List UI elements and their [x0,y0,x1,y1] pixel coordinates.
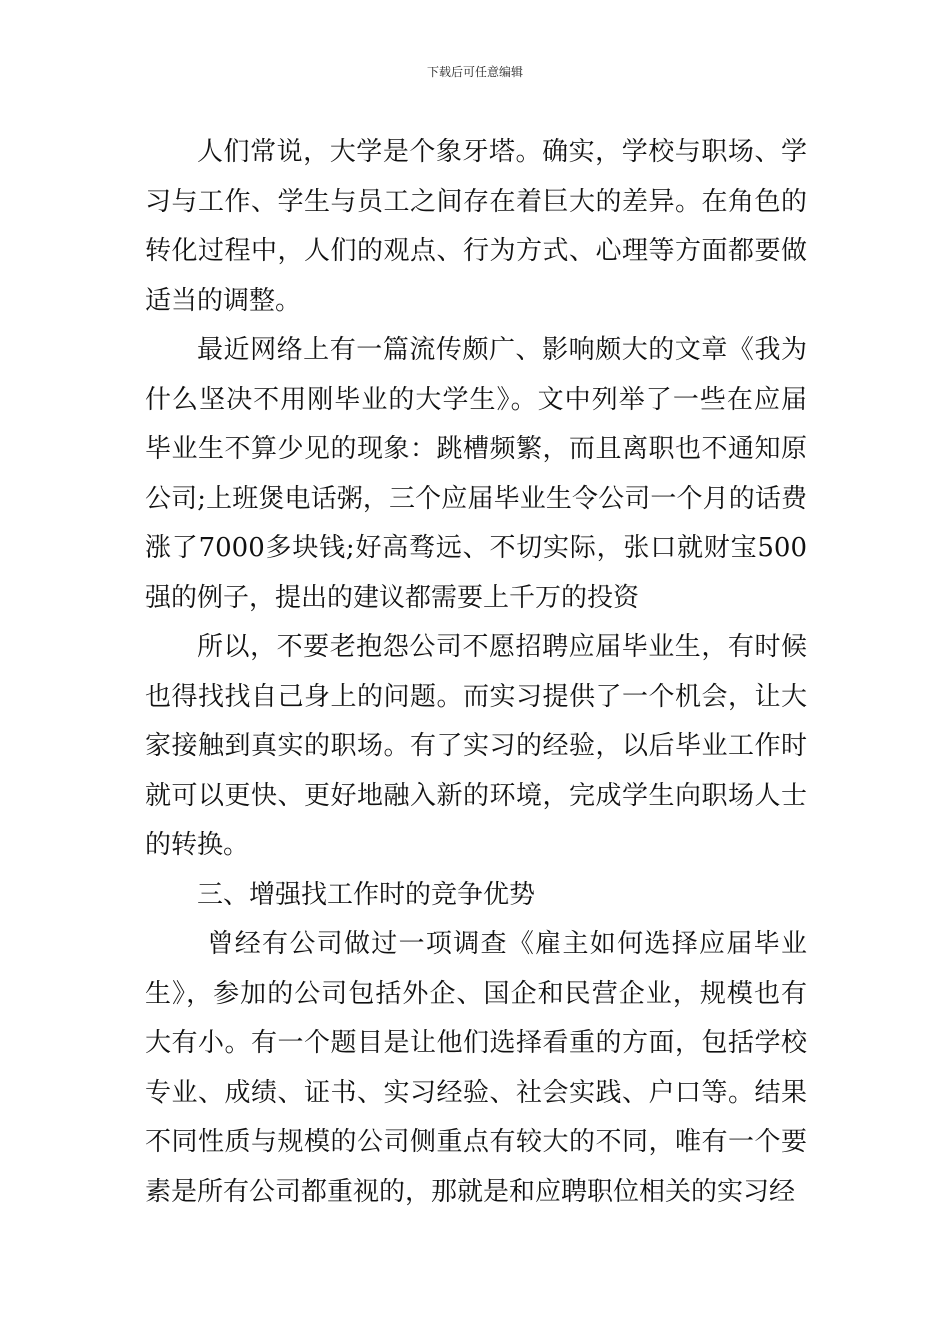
section-heading: 三、增强找工作时的竞争优势 [197,879,536,910]
document-body [145,128,807,1217]
paragraph-survey: 曾经有公司做过一项调查《雇主如何选择应届毕业生》，参加的公司包括外企、国企和民营企业，规模也有大有小。有一个题目是让他们选择看重的方面，包括学校专业、成绩、证书、实习经验、社会实践、户口等。结果不同性质与规模的公司侧重点有较大的不同，唯有一个要素是所有公司都重视的，那就是和应聘职位相关的实习经 [145,929,807,1207]
paragraph-intro: 人们常说，大学是个象牙塔。确实，学校与职场、学习与工作、学生与员工之间存在着巨大的差异。在角色的转化过程中，人们的观点、行为方式、心理等方面都要做适当的调整。 [145,137,807,316]
paragraph-conclusion: 所以，不要老抱怨公司不愿招聘应届毕业生，有时候也得找找自己身上的问题。而实习提供了一个机会，让大家接触到真实的职场。有了实习的经验，以后毕业工作时就可以更快、更好地融入新的环境，完成学生向职场人士的转换。 [145,632,807,860]
paragraph-article-reference: 最近网络上有一篇流传颇广、影响颇大的文章《我为什么坚决不用刚毕业的大学生》。文中列举了一些在应届毕业生不算少见的现象：跳槽频繁，而且离职也不通知原公司;上班煲电话粥，三个应届毕业生令公司一个月的话费涨了7000多块钱;好高骛远、不切实际，张口就财宝500强的例子，提出的建议都需要上千万的投资 [145,335,807,613]
page-header: 下载后可任意编辑 [426,65,523,79]
